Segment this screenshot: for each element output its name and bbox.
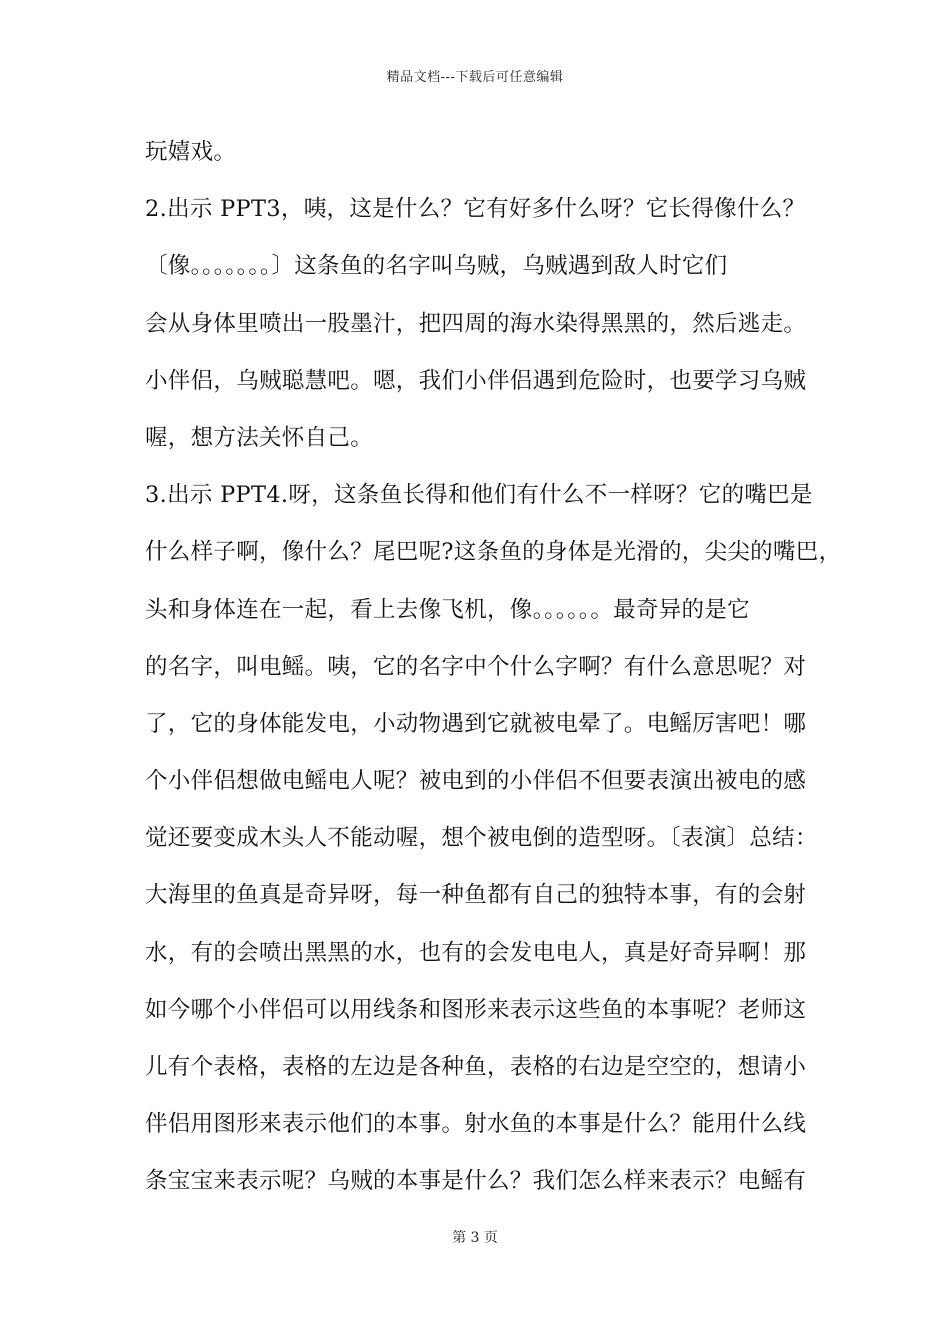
text-line: 〔像。。。。。。。〕这条鱼的名字叫乌贼，乌贼遇到敌人时它们 [145, 253, 728, 280]
text-line: 条宝宝来表示呢？乌贼的本事是什么？我们怎么样来表示？电鳐有 [145, 1168, 807, 1195]
text-line: 大海里的鱼真是奇异呀，每一种鱼都有自己的独特本事，有的会射 [145, 882, 807, 909]
text-line: 个小伴侣想做电鳐电人呢？被电到的小伴侣不但要表演出被电的感 [145, 768, 807, 795]
text-line: 2.出示 PPT3，咦，这是什么？它有好多什么呀？它长得像什么？ [145, 196, 806, 223]
text-line: 3.出示 PPT4.呀，这条鱼长得和他们有什么不一样呀？它的嘴巴是 [145, 482, 813, 509]
page-header: 精品文档---下载后可任意编辑 [386, 70, 564, 85]
text-line: 会从身体里喷出一股墨汁，把四周的海水染得黑黑的，然后逃走。 [145, 310, 807, 337]
text-line: 小伴侣，乌贼聪慧吧。嗯，我们小伴侣遇到危险时，也要学习乌贼 [145, 367, 807, 394]
text-line: 什么样子啊，像什么？尾巴呢?这条鱼的身体是光滑的，尖尖的嘴巴， [145, 539, 842, 566]
text-line: 水，有的会喷出黑黑的水，也有的会发电电人，真是好奇异啊！那 [145, 939, 807, 966]
text-line: 觉还要变成木头人不能动喔，想个被电倒的造型呀。〔表演〕总结： [145, 825, 818, 852]
text-line: 了，它的身体能发电，小动物遇到它就被电晕了。电鳐厉害吧！哪 [145, 710, 807, 737]
text-line: 头和身体连在一起，看上去像飞机，像。。。。。。最奇异的是它 [145, 596, 750, 623]
text-line: 伴侣用图形来表示他们的本事。射水鱼的本事是什么？能用什么线 [145, 1111, 807, 1138]
text-line: 玩嬉戏。 [145, 139, 237, 165]
document-body [145, 128, 842, 1215]
text-line: 如今哪个小伴侣可以用线条和图形来表示这些鱼的本事呢？老师这 [145, 996, 807, 1023]
page-number: 第 3 页 [452, 1230, 498, 1246]
text-line: 的名字，叫电鳐。咦，它的名字中个什么字啊？有什么意思呢？对 [145, 653, 807, 680]
text-line: 儿有个表格，表格的左边是各种鱼，表格的右边是空空的，想请小 [145, 1054, 807, 1080]
text-line: 喔，想方法关怀自己。 [145, 424, 374, 451]
